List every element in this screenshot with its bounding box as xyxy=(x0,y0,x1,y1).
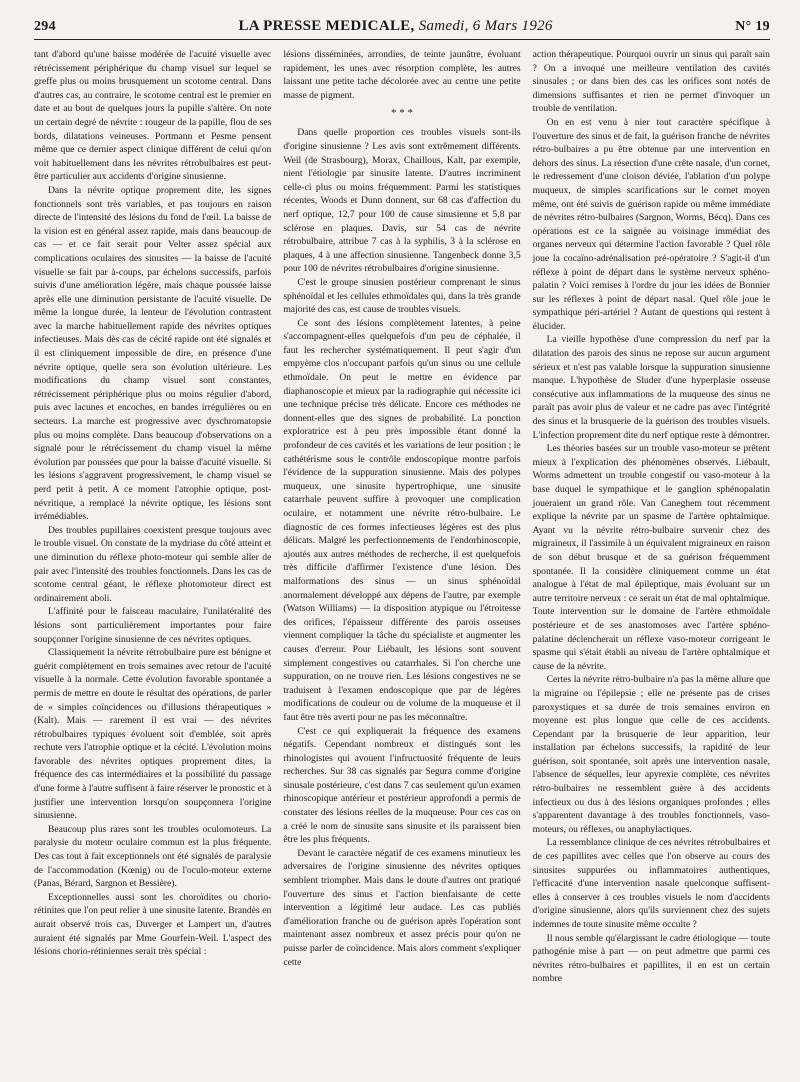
paragraph: Ce sont des lésions complètement latentes, à peine s'accompagnent-elles quelquefois d'un peu de céphalée, il faut les rechercher systématiquement. Il peut s'agir d'un empyème clos n'occupant parfois qu'un sinus ou une cellule ethmoïdale. On peut le mettre en évidence par diaphanoscopie et mieux par la radiographie qui nécessite ici une technique précise très délicate. Encore ces méthodes ne donnent-elles que des signes de probabilité. La ponction exploratrice est à peu près impossible étant donné la profondeur de ces cavités et les variations de leur position ; le cathétérisme sous le contrôle endoscopique montre parfois l'évidence de la suppuration sinusienne. Mais des polypes muqueux, une sinusite hypertrophique, une sinusite catarrhale peuvent suffire à provoquer une complication oculaire, et notamment une névrite rétro-bulbaire. Le diagnostic de ces formes infectieuses légères est des plus délicats. Malgré les perfectionnements de l'endorhinoscopie, ajoutés aux autres méthodes de recherche, il est quelquefois très difficile d'affirmer l'existence d'une lésion. Des malformations des sinus — un sinus sphénoïdal anormalement développé aux dépens de l'autre, par exemple (Watson Williams) — la disposition atypique ou l'étroitesse des orifices, l'épaisseur différente des parois osseuses viennent compliquer la tâche du spécialiste et augmenter les causes d'erreur. Pour Liébault, les lésions sont souvent simplement congestives ou catarrhales. Si l'on cherche une suppuration, on ne trouve rien. Les lésions congestives ne se traduisent à l'examen endoscopique que par de légères modifications de couleur ou de volume de la muqueuse et il faut être très averti pour ne pas les méconnaître. xyxy=(283,317,521,723)
page-header xyxy=(34,18,770,40)
paragraph: L'affinité pour le faisceau maculaire, l'unilatéralité des lésions sont particulièrement importantes pour faire soupçonner l'origine sinusienne de ces névrites optiques. xyxy=(34,606,272,645)
paragraph: Classiquement la névrite rétrobulbaire pure est bénigne et guérit complètement en trois semaines avec retour de l'acuité visuelle à la normale. Cette évolution favorable spontanée a permis de mettre en doute le résultat des opérations, de parler de « simples coïncidences ou d'illusions thérapeutiques » (Kalt). Mais — rarement il est vrai — des névrites rétrobulbaires typiques évoluent soit d'emblée, soit après rechute vers l'atrophie optique et la cécité. L'évolution moins favorable des névrites optiques proprement dites, la fréquence des cas intermédiaires et la possibilité du passage d'une forme à l'autre suffisent à faire réserver le pronostic et à justifier une intervention lorsqu'on soupçonnera l'origine sinusienne. xyxy=(34,647,272,822)
paragraph: action thérapeutique. Pourquoi ouvrir un sinus qui paraît sain ? On a invoqué une meilleure ventilation des cavités sinusales ; or dans bien des cas les orifices sont notés de dimensions suffisantes et rien ne permet d'invoquer un trouble de ventilation. xyxy=(532,49,770,115)
issue-date: Samedi, 6 Mars 1926 xyxy=(418,18,553,34)
column-2 xyxy=(283,48,520,986)
column-3 xyxy=(533,48,770,986)
column-2-bottom xyxy=(283,126,520,969)
paragraph: Devant le caractère négatif de ces examens minutieux les adversaires de l'origine sinusienne des névrites optiques semblent triompher. Mais dans le doute d'autres ont pratiqué l'ouverture des sinus et l'action bienfaisante de cette intervention a légitimé leur audace. Les cas publiés d'amélioration franche ou de guérison après l'opération sont maintenant assez nombreux et assez précis pour qu'on ne puisse parler de coïncidence. Mais alors comment s'expliquer cette xyxy=(283,847,521,968)
paragraph: La vieille hypothèse d'une compression du nerf par la dilatation des parois des sinus ne repose sur aucun argument sérieux et n'est pas valable lorsque la suppuration sinusienne manque. L'hypothèse de Sluder d'une hyperplasie osseuse consécutive aux inflammations de la muqueuse des sinus ne paraît pas avoir plus de valeur et ne cadre pas avec l'intégrité des sinus et la brusquerie de la guérison des troubles visuels. L'infection proprement dite du nerf optique reste à démontrer. xyxy=(532,334,770,441)
paragraph: C'est ce qui expliquerait la fréquence des examens négatifs. Cependant nombreux et distingués sont les rhinologistes qui avouent l'infructuosité fréquente de leurs recherches. Sur 38 cas signalés par Segura comme d'origine sinusale postérieure, c'est dans 7 cas seulement qu'un examen rhinoscopique antérieur et postérieur approfondi a permis de constater des lésions réelles de la muqueuse. Pour ces cas on a créé le nom de sinusite sans sinusite et ils paraissent bien être les plus fréquents. xyxy=(283,725,521,846)
paragraph: C'est le groupe sinusien postérieur comprenant le sinus sphénoïdal et les cellules ethmoïdales qui, dans la très grande majorité des cas, est cause de troubles visuels. xyxy=(283,276,521,316)
paragraph: Exceptionnelles aussi sont les choroïdites ou chorio-rétinites que l'on peut relier à une sinusite latente. Brandès en aurait observé trois cas, Duverger et Lampert un, d'autres auraient été signalés par Mme Gourfein-Weil. L'aspect des lésions chorio-rétiniennes serait très spécial : xyxy=(34,891,272,958)
paragraph: Il nous semble qu'élargissant le cadre étiologique — toute pathogénie mise à part — on peut admettre que parmi ces névrites rétro-bulbaires et papillites, il en est un certain nombre xyxy=(532,932,770,985)
issue-number: N° 19 xyxy=(735,19,770,34)
separator-asterisks: * * * xyxy=(390,107,413,120)
paragraph: Dans la névrite optique proprement dite, les signes fonctionnels sont très variables, et pas toujours en raison directe de l'intensité des lésions du fond de l'œil. La baisse de la vision est en général assez rapide, mais dans beaucoup de cas — et ce fait serait pour Velter assez spécial aux complications oculaires des sinusites — la baisse de l'acuité visuelle se fait par à-coups, par échelons successifs, parfois suivis d'une amélioration légère, mais chaque poussée laisse après elle une diminution persistante de l'acuité visuelle. De même la longue durée, la lenteur de l'évolution contrastent avec la marche habituellement rapide des névrites optiques infectieuses. Mais dès cas de cécité rapide ont été signalés et il est cliniquement impossible de dire, en présence d'une névrite optique, quelle sera son évolution ultérieure. Les modifications du champ visuel sont constantes, rétrécissement périphérique plus ou moins régulier d'abord, puis avec lacunes et encoches, en bandes irrégulières ou en secteurs. La marche est progressive avec dyschromatopsie plus ou moins complète. Dans beaucoup d'observations on a signalé pour le rétrécissement du champ visuel la même évolution par poussées que pour la baisse d'acuité visuelle. Si les lésions s'aggravent progressivement, le champ visuel se perd petit à petit. A ce moment l'atrophie optique, post-névritique, a remplacé la névrite optique, les lésions sont irrémédiables. xyxy=(34,184,272,523)
journal-title: LA PRESSE MEDICALE, xyxy=(238,18,415,34)
section-separator xyxy=(283,108,520,118)
paragraph: Beaucoup plus rares sont les troubles oculomoteurs. La paralysie du moteur oculaire commun est la plus fréquente. Des cas tout à fait exceptionnels ont été signalés de paralysie de l'accommodation (Kœnig) ou de l'oculo-moteur externe (Panas, Bérard, Sargnon et Bessière). xyxy=(34,823,272,890)
paragraph: lésions disséminées, arrondies, de teinte jaunâtre, évoluant rapidement, les unes avec résorption complète, les autres laissant une petite tache décolorée avec au centre une petite masse de pigment. xyxy=(283,49,521,101)
running-title xyxy=(238,18,552,35)
paragraph: tant d'abord qu'une baisse modérée de l'acuité visuelle avec rétrécissement périphérique du champ visuel sur lequel se greffe plus ou moins brusquement un scotome central. Dans d'autres cas, au contraire, le scotome central est le premier en date et au bout de quelques jours la pupille s'altère. On note un certain degré de névrite : rougeur de la papille, flou de ses bords, dilatations veineuses. Portmann et Pesme pensent même que ce dernier aspect clinique différent de celui qu'on voit habituellement dans les névrites rétrobulbaires est peut-être particulier aux accidents d'origine sinusienne. xyxy=(34,49,272,183)
paragraph: Des troubles pupillaires coexistent presque toujours avec le trouble visuel. On constate de la mydriase du côté atteint et une diminution du réflexe photo-moteur qui semble aller de pair avec l'intensité des troubles fonctionnels. Dans les cas de scotome central géant, le réflexe photomoteur direct est ordinairement aboli. xyxy=(34,524,272,604)
column-1 xyxy=(34,48,271,986)
paragraph: On en est venu à nier tout caractère spécifique à l'ouverture des sinus et de fait, la guérison franche de névrites rétro-bulbaires a pu être obtenue par une intervention en dehors des sinus. La résection d'une crête nasale, d'un cornet, le redressement d'une cloison déviée, l'ablation d'un polype muqueux, de simples scarifications sur le cornet moyen même, ont été suivis de guérison rapide ou même immédiate de névrites rétro-bulbaires (Sargnon, Worms, Bécq). Dans ces opérations est ce la saignée au voisinage immédiat des organes nerveux qui détermine l'action favorable ? Quel rôle joue la cocaïno-adrénalisation pré-opératoire ? S'agit-il d'un réflexe à point de départ dans le système nerveux sphéno-palatin ? Voici remises à l'ordre du jour les idées de Bonnier sur les réflexes à point de départ nasal. Quel rôle joue le sympathique péri-artériel ? Autant de questions qui restent à élucider. xyxy=(532,116,770,332)
page-number: 294 xyxy=(34,19,56,34)
text-columns xyxy=(34,48,770,986)
column-2-top xyxy=(283,48,520,102)
paragraph: La ressemblance clinique de ces névrites rétrobulbaires et de ces papillites avec celles que l'on observe au cours des sinusites suppurées ou inflammatoires authentiques, l'efficacité d'une intervention nasale quelconque suffisent-elles à conserver à ces troubles visuels le nom d'accidents d'origine sinusienne, alors qu'ils surviennent chez des sujets indemnes de toute sinusite même occulte ? xyxy=(532,837,770,930)
paragraph: Certes la névrite rétro-bulbaire n'a pas la même allure que la migraine ou l'épilepsie ; elle ne présente pas de crises paroxystiques et sa durée de trois semaines environ en moyenne est plus longue que celle de ces accidents. Cependant par la brusquerie de leur apparition, leur installation par échelons successifs, la rapidité de leur guérison, soit spontanée, soit après une intervention nasale, l'absence de séquelles, leur apyrexie complète, ces névrites rétro-bulbaires ne ressemblent guère à des accidents infectieux ou dus à des lésions organiques profondes ; elles s'apparentent davantage à des troubles fonctionnels, vaso-moteurs, ou réflexes, ou anaphylactiques. xyxy=(532,674,770,835)
paragraph: Dans quelle proportion ces troubles visuels sont-ils d'origine sinusienne ? Les avis sont extrêmement différents. Weil (de Strasbourg), Morax, Chaillous, Kalt, par exemple, nient l'étiologie par sinusite latente. D'autres incriminent celle-ci plus ou moins fréquemment. Parmi les statistiques récentes, Woods et Dunn donnent, sur 68 cas d'affection du nerf optique, 12,7 pour 100 de cause sinusienne et 5,8 par sclérose en plaques. Davis, sur 54 cas de névrite rétrobulbaire, attribue 7 cas à la syphilis, 3 à la sclérose en plaques, 4 à une affection sinusienne. Tangenbeck donne 3,5 pour 100 de névrites rétrobulbaires d'origine sinusienne. xyxy=(283,127,521,275)
paragraph: Les théories basées sur un trouble vaso-moteur se prêtent mieux à l'explication des phénomènes observés. Liébault, Worms admettent un trouble congestif ou vaso-moteur à la base duquel le sympathique et le ganglion sphénopalatin joueraient un grand rôle. Van Caneghem tout récemment explique la névrite par un spasme de l'artère ophtalmique. Ayant vu la névrite rétro-bulbaire survenir chez des migraineux, il l'assimile à un équivalent migraineux en raison de son début brusque et de sa guérison fréquemment spontanée. Il la considère cliniquement comme un état analogue à l'état de mal épileptique, mais évoluant sur un autre territoire nerveux : ce serait un état de mal ophtalmique. Toute intervention sur le domaine de l'artère ethmoïdale postérieure et de ses anastomoses avec l'artère sphéno-palatine déclencherait un réflexe vaso-moteur corrigeant le spasme qui s'était établi au niveau de l'artère ophtalmique et cause de la névrite. xyxy=(532,443,770,672)
